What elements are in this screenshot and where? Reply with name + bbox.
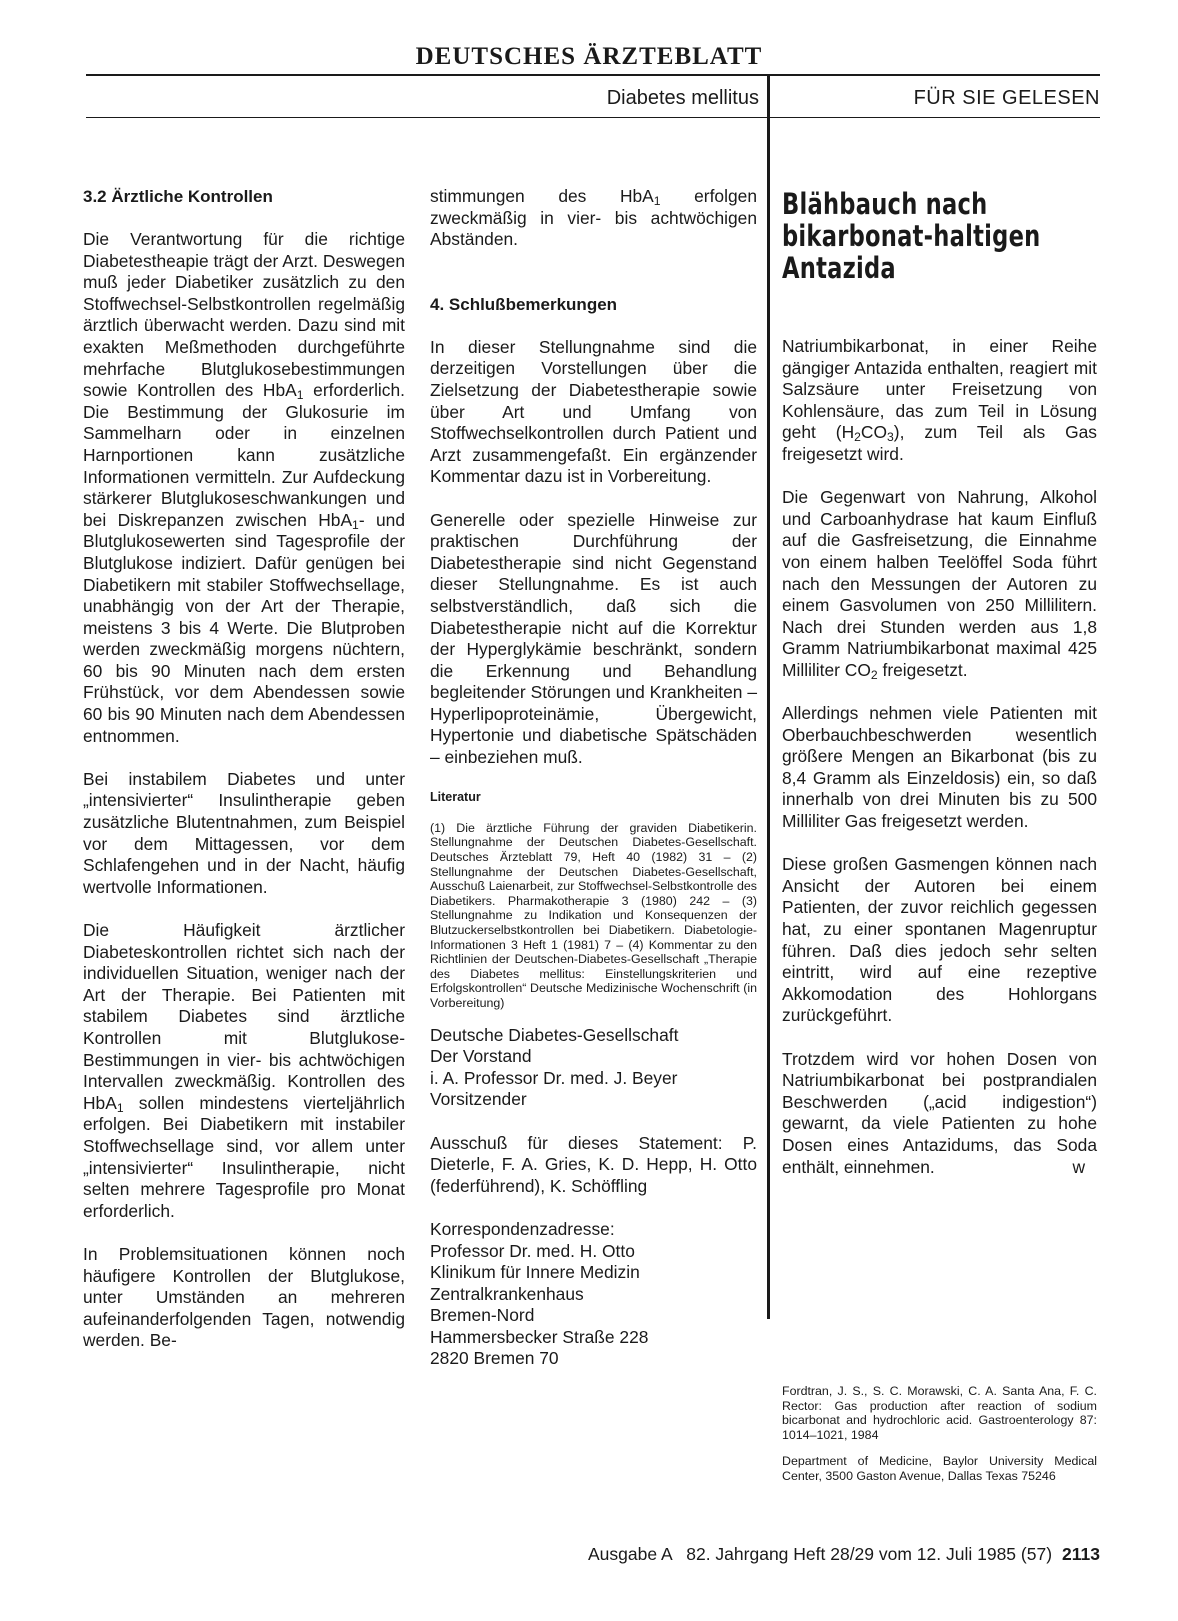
address-line: Professor Dr. med. H. Otto [430,1240,635,1261]
header-rule [86,117,1100,118]
signoff-line: Deutsche Diabetes-Gesellschaft [430,1024,679,1045]
text: Die Häufigkeit ärztlicher Diabeteskontrollen richtet sich nach der individuellen Situation, weniger nach der Art der Therapie. Bei Patienten mit stabilem Diabetes sind ärztliche Kontrollen mit Blutglukose-Bestimmungen in vier- bis achtwöchigen Intervallen zweckmäßig. Kontrollen des HbA [83,920,405,1113]
subscript: 2 [870,667,878,682]
text: Natriumbikarbonat, in einer Reihe gängiger Antazida enthalten, reagiert mit Salzsäure unter Freisetzung von Kohlensäure, das zum Teil in Lösung geht (H [782,336,1097,443]
text: ), zum Teil als Gas freigesetzt wird. [782,422,1097,464]
column-2 [430,186,757,1370]
paragraph [83,920,405,1222]
address-line: Hammersbecker Straße 228 [430,1326,649,1347]
issue-info: Ausgabe A 82. Jahrgang Heft 28/29 vom 12. Juli 1985 (57) [587,1544,1053,1564]
page-footer [588,1543,1100,1565]
heading-aerztliche-kontrollen: 3.2 Ärztliche Kontrollen [83,187,273,206]
paragraph: In dieser Stellungnahme sind die derzeitigen Vorstellungen über die Zielsetzung der Diabetestherapie sowie über Art und Umfang von Stoffwechselkontrollen durch Patient und Arzt zusammengefaßt. Ein ergänzender Kommentar dazu ist in Vorbereitung. [430,336,757,487]
paragraph: Generelle oder spezielle Hinweise zur praktischen Durchführung der Diabetestherapie sind nicht Gegenstand dieser Stellungnahme. Es ist auch selbstverständlich, daß sich die Diabetestherapie nicht auf die Korrektur der Hyperglykämie beschränkt, sondern die Erkennung und Behandlung begleitender Störungen und Krankheiten – Hyperlipoproteinämie, Übergewicht, Hypertonie und diabetische Spätschäden – einbeziehen muß. [430,509,757,768]
paragraph [782,487,1097,681]
address-line: Korrespondenzadresse: [430,1218,615,1239]
column-divider [767,74,770,1319]
subscript: 1 [653,194,661,208]
text: erforderlich. Die Bestimmung der Glukosurie im Sammelharn oder in einzelnen Harnportionen kann zusätzliche Informationen vermitteln. Zur Aufdeckung stärkerer Blutglukoseschwankungen und bei Diskrepanzen zwischen HbA [83,380,405,530]
text: Die Gegenwart von Nahrung, Alkohol und Carboanhydrase hat kaum Einfluß auf die Gasfreisetzung, die Einnahme von einem halben Teelöffel Soda führt nach den Messungen der Autoren zu einem Gasvolumen von 250 Millilitern. Nach drei Stunden werden aus 1,8 Gramm Natriumbikarbonat maximal 425 Milliliter CO [782,487,1097,680]
section-label-left: Diabetes mellitus [606,87,759,109]
text: stimmungen des HbA [430,186,654,206]
signoff-line: i. A. Professor Dr. med. J. Beyer [430,1067,678,1088]
reference: Fordtran, J. S., S. C. Morawski, C. A. Santa Ana, F. C. Rector: Gas production after reaction of sodium bicarbonat and hydrochloric acid. Gastroenterology 87: 1014–1021, 1984 [782,1384,1097,1442]
paragraph [782,336,1097,466]
literature-heading: Literatur [430,790,481,805]
text: Die Verantwortung für die richtige Diabetestheapie trägt der Arzt. Deswegen muß jeder Diabetiker zusätzlich zu den Stoffwechsel-Selbstkontrollen regelmäßig ärztlich überwacht werden. Dazu sind mit exakten Meßmethoden durchgeführte mehrfache Blutglukosebestimmungen sowie Kontrollen des HbA [83,229,405,401]
author-signature: w [1072,1156,1085,1177]
subscript: 1 [352,517,359,532]
affiliation: Department of Medicine, Baylor University Medical Center, 3500 Gaston Avenue, Dallas Texas 75246 [782,1454,1097,1483]
address-line: Klinikum für Innere Medizin [430,1262,640,1283]
paragraph: In Problemsituationen können noch häufigere Kontrollen der Blutglukose, unter Umständen an mehreren aufeinanderfolgenden Tagen, notwendig werden. Be- [83,1243,405,1351]
signoff [430,1025,757,1111]
heading-schlussbemerkungen: 4. Schlußbemerkungen [430,294,618,314]
text: erfolgen zweckmäßig in vier- bis achtwöchigen Abständen. [430,186,757,250]
paragraph [430,186,757,251]
address-line: Bremen-Nord [430,1305,535,1326]
page-number: 2113 [1062,1544,1100,1564]
text: CO [860,422,888,443]
column-1 [83,186,405,1352]
literature-text: (1) Die ärztliche Führung der graviden Diabetikerin. Stellungnahme der Deutschen Diabetes-Gesellschaft. Deutsches Ärzteblatt 79, Heft 40 (1982) 31 – (2) Stellungnahme der Deutschen Diabetes-Gesellschaft, Ausschuß Laienarbeit, zur Stoffwechsel-Selbstkontrolle des Diabetikers. Pharmakotherapie 3 (1980) 242 – (3) Stellungnahme zu Indikation und Konsequenzen der Blutzuckerselbstkontrollen bei Diabetikern. Diabetologie-Informationen 3 Heft 1 (1981) 7 – (4) Kommentar zu den Richtlinien der Deutschen-Diabetes-Gesellschaft „Therapie des Diabetes mellitus: Einstellungskriterien und Erfolgskontrollen“ Deutsche Medizinische Wochenschrift (in Vorbereitung) [430,820,757,1010]
article-references [782,1384,1097,1496]
text: sollen mindestens vierteljährlich erfolgen. Bei Diabetikern mit instabiler Stoffwechsellage sind, vor allem unter „intensivierter“ Insulintherapie, nicht selten mehrere Tagesprofile pro Monat erforderlich. [83,1092,405,1221]
address-line: Zentralkrankenhaus [430,1283,584,1304]
address [430,1219,757,1370]
subscript: 3 [887,430,894,445]
subscript: 1 [116,1100,124,1115]
signoff-line: Der Vorstand [430,1046,532,1067]
text: - und Blutglukosewerten sind Tagesprofile der Blutglukose indiziert. Dafür genügen bei Diabetikern mit stabiler Stoffwechsellage, unabhängig von der Art der Therapie, meistens 3 bis 4 Werte. Die Blutproben werden zweckmäßig morgens nüchtern, 60 bis 90 Minuten nach dem ersten Frühstück, vor dem Abendessen sowie 60 bis 90 Minuten nach dem Abendessen entnommen. [83,509,406,746]
subscript: 2 [854,430,861,445]
text: freigesetzt. [877,659,968,680]
address-line: 2820 Bremen 70 [430,1348,559,1369]
section-label-right: FÜR SIE GELESEN [913,87,1100,109]
article-title: Blähbauch nach bikarbonat-haltigen Antazida [782,187,1041,285]
masthead-rule [86,74,1100,76]
paragraph: Bei instabilem Diabetes und unter „intensivierter“ Insulintherapie geben zusätzliche Blutentnahmen, zum Beispiel vor dem Mittagessen, vor dem Schlafengehen und in der Nacht, häufig wertvolle Informationen. [83,768,405,897]
literature [430,790,757,1010]
paragraph: Allerdings nehmen viele Patienten mit Oberbauchbeschwerden wesentlich größere Mengen an Bikarbonat (bis zu 8,4 Gramm als Einzeldosis) ein, so daß innerhalb von drei Minuten bis zu 500 Milliliter Gas freigesetzt werden. [782,703,1097,832]
text: Trotzdem wird vor hohen Dosen von Natriumbikarbonat bei postprandialen Beschwerden („acid indigestion“) gewarnt, da viele Patienten zu hohe Dosen eines Antazidums, das Soda enthält, einnehmen. [782,1048,1097,1177]
masthead: DEUTSCHES ÄRZTEBLATT [415,43,763,70]
committee: Ausschuß für dieses Statement: P. Dieterle, F. A. Gries, K. D. Hepp, H. Otto (federführend), K. Schöffling [430,1132,757,1196]
paragraph [83,229,405,747]
column-3 [782,188,1097,1178]
signoff-line: Vorsitzender [430,1089,527,1110]
paragraph: Diese großen Gasmengen können nach Ansicht der Autoren bei einem Patienten, der zuvor reichlich gegessen hat, zu einer spontanen Magenruptur führen. Daß dies jedoch sehr selten eintritt, wird auf eine rezeptive Akkomodation des Hohlorgans zurückgeführt. [782,854,1097,1026]
subscript: 1 [296,388,304,403]
